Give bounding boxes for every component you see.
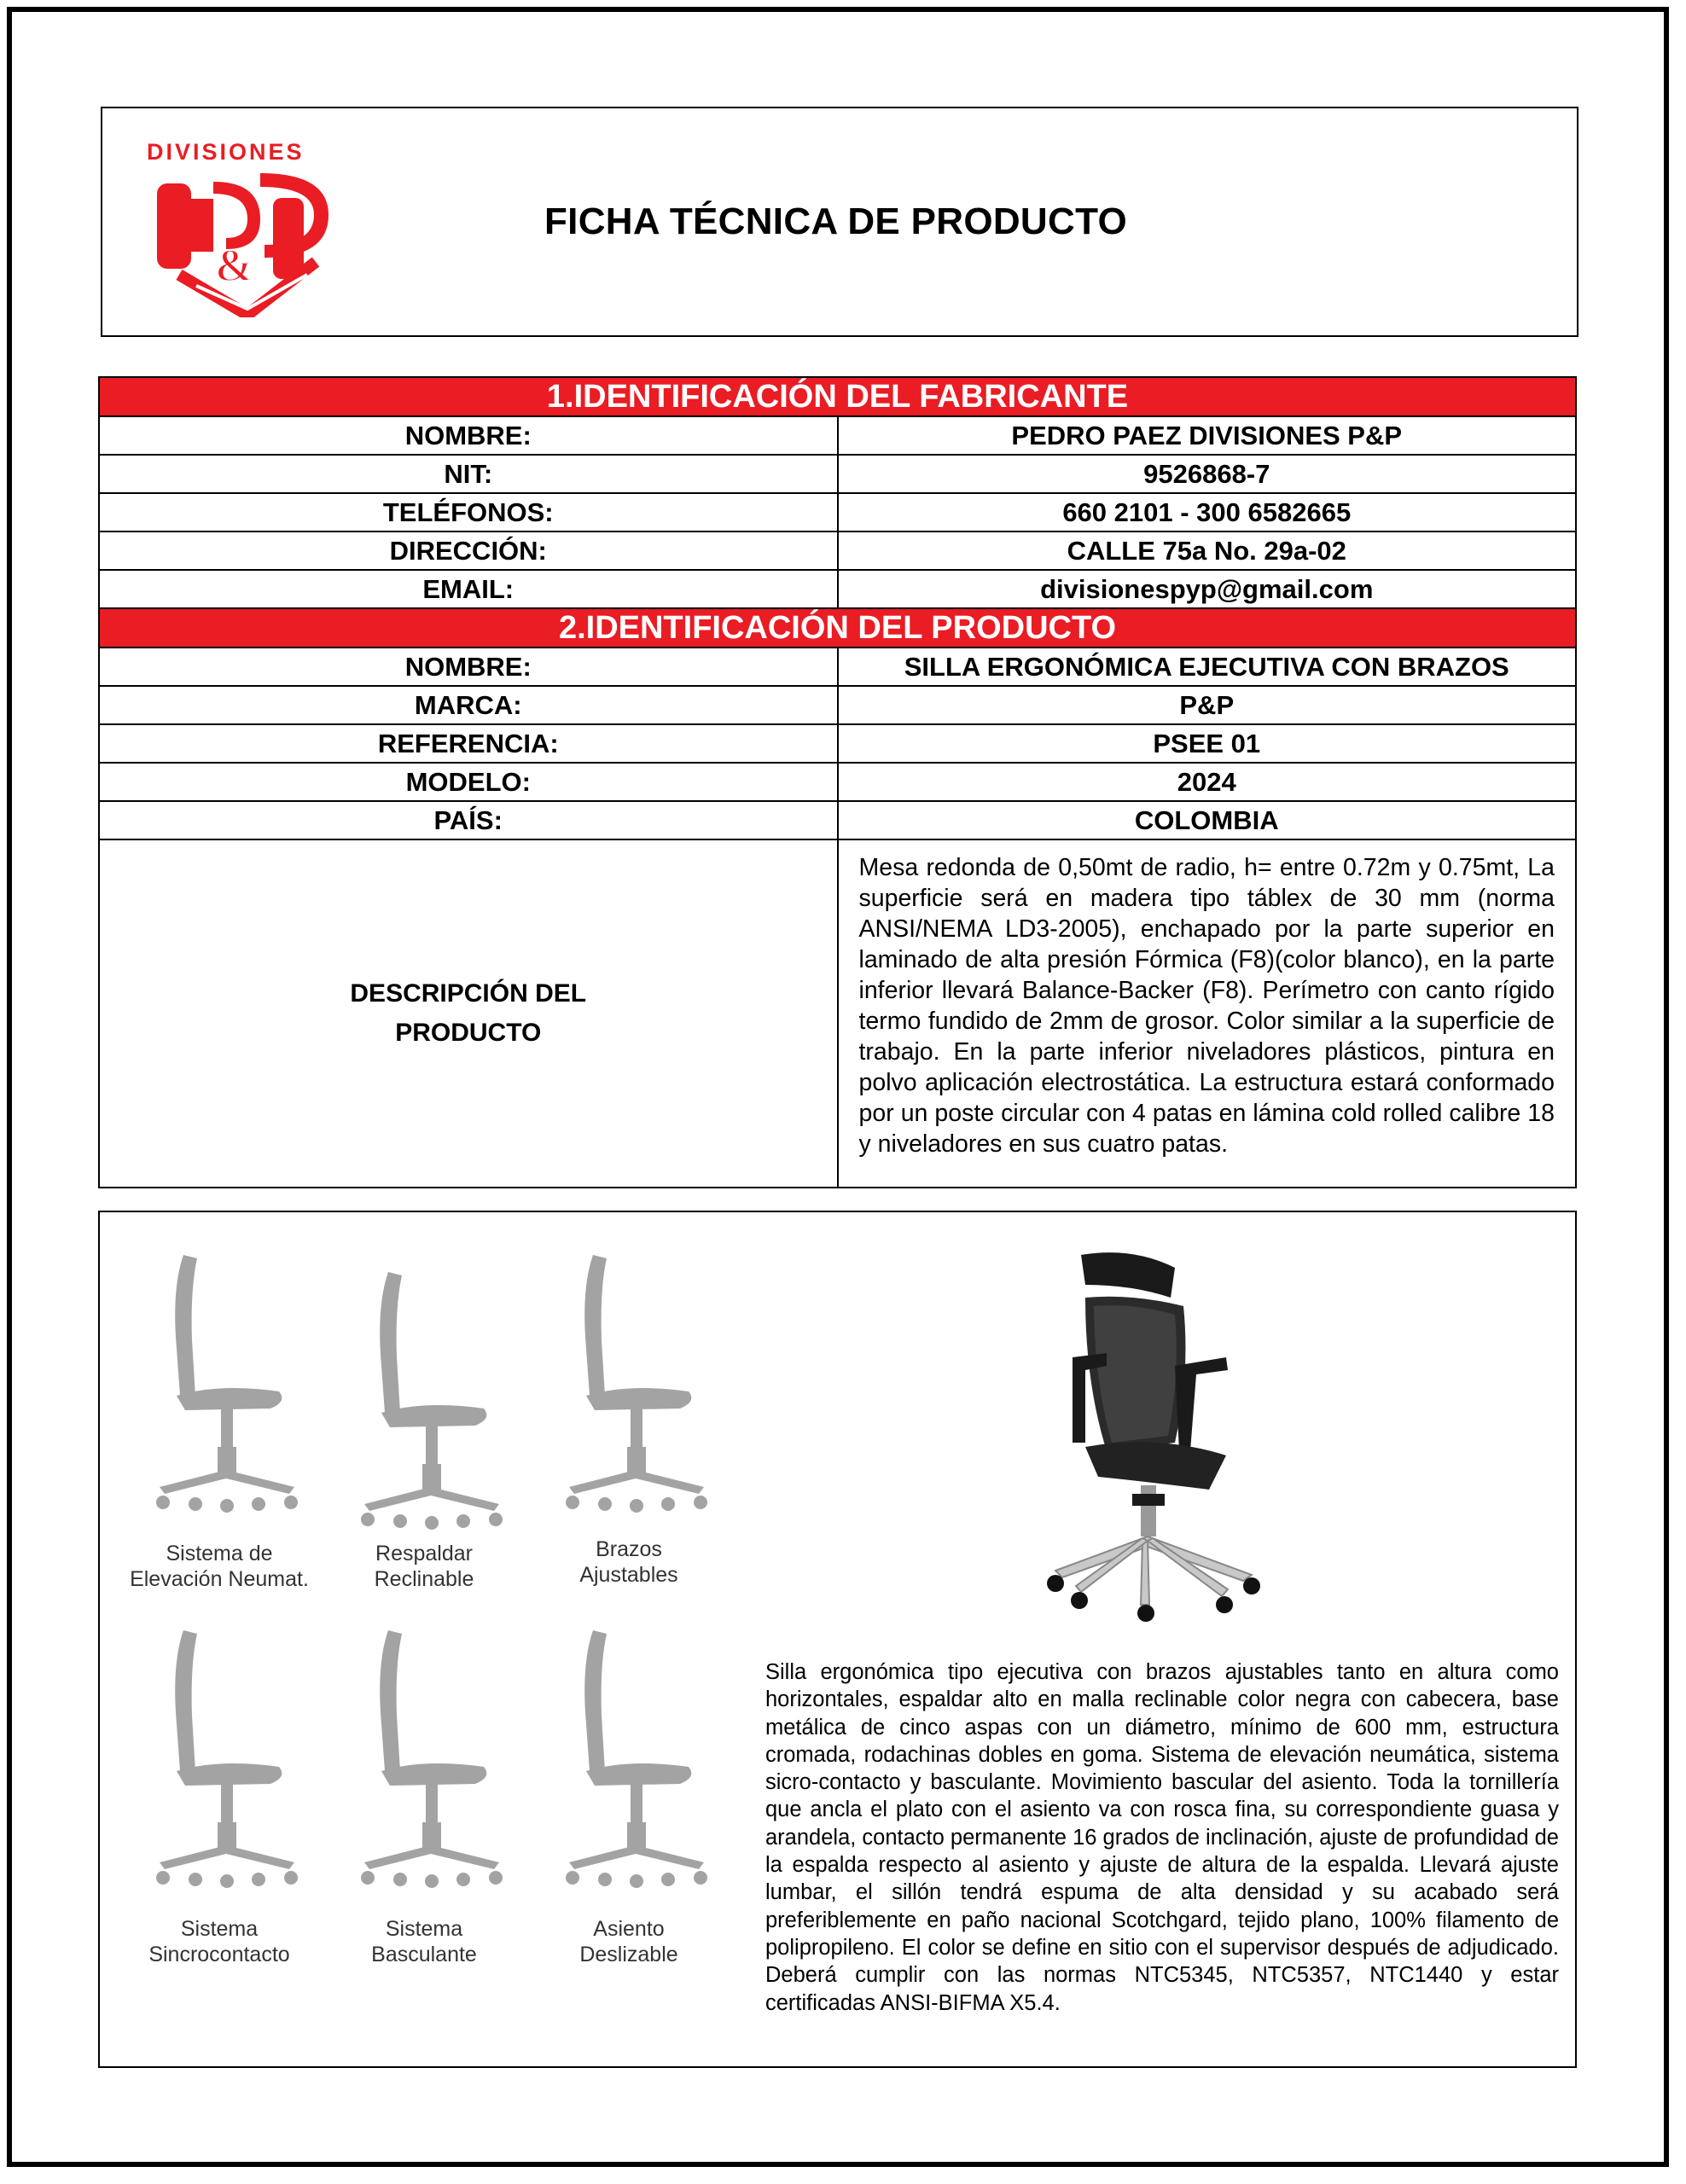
field-label: REFERENCIA:	[99, 724, 838, 763]
header-box	[101, 107, 1578, 337]
feature-label: Respaldar Reclinable	[374, 1542, 474, 1591]
table-row	[99, 801, 1576, 839]
feature-label: Brazos Ajustables	[579, 1537, 678, 1587]
field-label: DIRECCIÓN:	[99, 531, 838, 570]
field-label: NOMBRE:	[99, 416, 838, 455]
field-value: 2024	[838, 763, 1577, 801]
table-row	[99, 531, 1576, 570]
field-label: NOMBRE:	[99, 648, 838, 686]
table-row	[99, 493, 1576, 531]
field-value: 9526868-7	[838, 455, 1577, 493]
table-row	[99, 763, 1576, 801]
logo-text: DIVISIONES	[147, 139, 305, 165]
field-label: NIT:	[99, 455, 838, 493]
field-value: PSEE 01	[838, 724, 1577, 763]
adjustable-arms-chair-icon	[566, 1255, 707, 1513]
elevation-chair-icon	[156, 1255, 298, 1513]
feature-label: Sistema Basculante	[371, 1917, 477, 1966]
feature-label: Sistema de Elevación Neumat.	[130, 1542, 309, 1591]
field-value: CALLE 75a No. 29a-02	[838, 531, 1577, 570]
product-illustration-box	[98, 1211, 1577, 2068]
executive-chair-image	[1004, 1246, 1294, 1622]
field-value: divisionespyp@gmail.com	[838, 570, 1577, 608]
description-text: Mesa redonda de 0,50mt de radio, h= entre 0.72m y 0.75mt, La superficie será en madera tipo táblex de 30 mm (norma ANSI/NEMA LD3-2005), enchapado por la parte superior en laminado de alta presión Fórmica (F8)(color blanco), en la parte inferior llevará Balance-Backer (F8). Perímetro con canto rígido termo fundido de 2mm de grosor. Color similar a la superficie de trabajo. En la parte inferior niveladores plásticos, pintura en polvo aplicación electrostática. La estructura estará conformado por un poste circular con 4 patas en lámina cold rolled calibre 18 y niveladores en sus cuatro patas.	[838, 839, 1577, 1188]
field-value: PEDRO PAEZ DIVISIONES P&P	[838, 416, 1577, 455]
table-row	[99, 648, 1576, 686]
field-label: MARCA:	[99, 686, 838, 724]
table-row	[99, 455, 1576, 493]
page-title: FICHA TÉCNICA DE PRODUCTO	[544, 200, 1127, 242]
company-logo	[145, 134, 350, 317]
description-label-line: DESCRIPCIÓN DEL	[350, 979, 587, 1008]
table-row	[99, 416, 1576, 455]
feature-label: Asiento Deslizable	[579, 1917, 678, 1966]
spec-table	[98, 376, 1577, 1188]
description-label	[99, 839, 838, 1188]
field-label: MODELO:	[99, 763, 838, 801]
table-row	[99, 686, 1576, 724]
field-label: EMAIL:	[99, 570, 838, 608]
field-label: PAÍS:	[99, 801, 838, 839]
description-label-line: PRODUCTO	[395, 1019, 542, 1047]
field-value: 660 2101 - 300 6582665	[838, 493, 1577, 531]
tilting-chair-icon	[361, 1630, 503, 1888]
field-value: COLOMBIA	[838, 801, 1577, 839]
sliding-seat-chair-icon	[566, 1630, 707, 1888]
field-value: SILLA ERGONÓMICA EJECUTIVA CON BRAZOS	[838, 648, 1577, 686]
section-product-header	[99, 608, 1576, 648]
description-row	[99, 839, 1576, 1188]
table-row	[99, 570, 1576, 608]
table-row	[99, 724, 1576, 763]
field-value: P&P	[838, 686, 1577, 724]
feature-label: Sistema Sincrocontacto	[148, 1917, 290, 1966]
section-title: 2.IDENTIFICACIÓN DEL PRODUCTO	[99, 608, 1576, 648]
reclining-chair-icon	[361, 1272, 503, 1530]
product-long-description: Silla ergonómica tipo ejecutiva con brazos ajustables tanto en altura como horizontales, espaldar alto en malla reclinable color negra con cabecera, base metálica de cinco aspas con un diámetro, mínimo de 600 mm, estructura cromada, rodachinas dobles en goma. Sistema de elevación neumática, sistema sicro-contacto y basculante. Movimiento bascular del asiento. Toda la tornillería que ancla el plato con el asiento va con rosca fina, su correspondiente guasa y arandela, contacto permanente 16 grados de inclinación, ajuste de profundidad de la espalda respecto al asiento y ajuste de altura de la espalda. Llevará ajuste lumbar, el sillón tendrá espuma de alta densidad y su acabado será preferiblemente en paño nacional Scotchgard, tejido plano, 100% filamento de polipropileno. El color se define en sitio con el supervisor después de adjudicado. Deberá cumplir con las normas NTC5345, NTC5357, NTC1440 y estar certificadas ANSI-BIFMA X5.4.	[765, 1660, 1559, 2015]
section-manufacturer-header	[99, 377, 1576, 416]
section-title: 1.IDENTIFICACIÓN DEL FABRICANTE	[99, 377, 1576, 416]
feature-icons-grid	[117, 1246, 799, 1997]
svg-text:&: &	[215, 240, 253, 291]
field-label: TELÉFONOS:	[99, 493, 838, 531]
synchro-chair-icon	[156, 1630, 298, 1888]
